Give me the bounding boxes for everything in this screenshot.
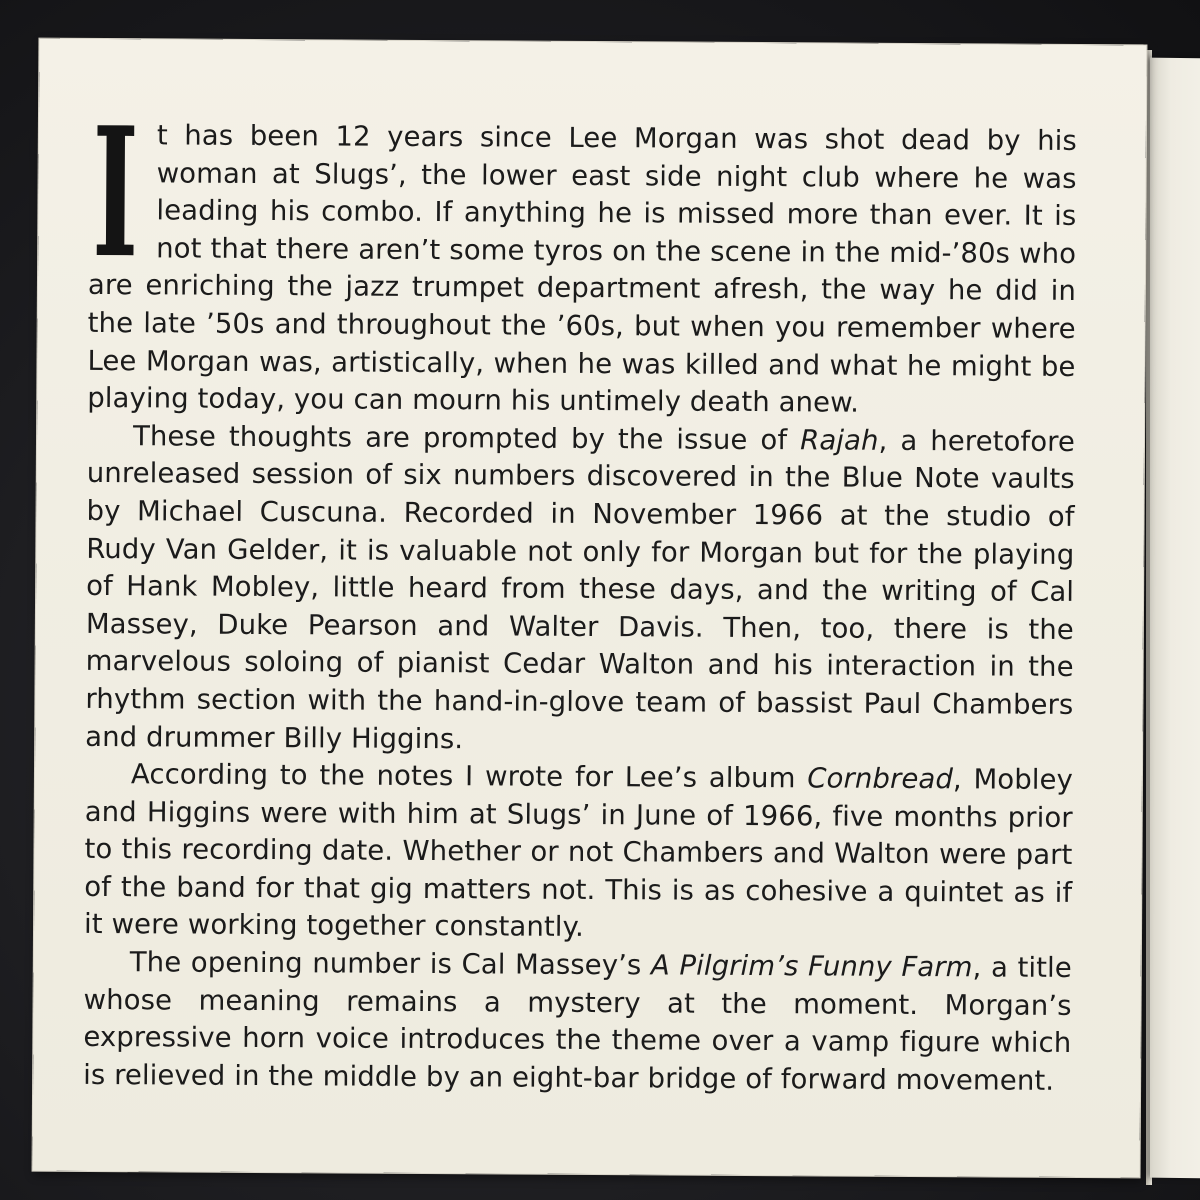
paragraph-1-text: t has been 12 years since Lee Morgan was shot dead by his woman at Slugs’, the lower east side night club where he was leading his combo. If anything he is missed more than ever. It is not that there aren’t some tyros on the scene in the mid-’80s who are enriching the jazz trumpet department afresh, the way he did in the late ’50s and throughout the ’60s, but when you remember where Lee Morgan was, artistically, when he was killed and what he might be playing today, you can mourn his untimely death anew.: [87, 119, 1077, 419]
track-title-pilgrims-funny-farm: A Pilgrim’s Funny Farm: [650, 949, 973, 984]
paragraph-2-lead: These thoughts are prompted by the issue of: [132, 419, 801, 457]
paragraph-4-text: , a title whose meaning remains a mystery at the moment. Morgan’s expressive horn voice introduces the theme over a vamp figure which is relieved in the middle by an eight-bar bridge of forward movement.: [83, 951, 1072, 1097]
album-title-cornbread: Cornbread: [807, 762, 954, 796]
album-title-rajah: Rajah: [800, 424, 879, 457]
liner-notes-text: [83, 87, 1077, 1100]
booklet-page: [33, 39, 1147, 1178]
paragraph-3-lead: According to the notes I wrote for Lee’s album: [130, 758, 808, 795]
drop-cap: I: [91, 87, 140, 298]
paragraph-1: [87, 87, 1077, 424]
booklet-facing-page: [1150, 58, 1200, 1179]
paragraph-2-text: , a heretofore unreleased session of six numbers discovered in the Blue Note vaults by Michael Cuscuna. Recorded in November 1966 at the studio of Rudy Van Gelder, it is valuable not only for Morgan but for the playing of Hank Mobley, little heard from these days, and the writing of Cal Massey, Duke Pearson and Walter Davis. Then, too, there is the marvelous soloing of pianist Cedar Walton and his interaction in the rhythm section with the hand-in-glove team of bassist Paul Chambers and drummer Billy Higgins.: [85, 424, 1076, 755]
paragraph-3-text: , Mobley and Higgins were with him at Slugs’ in June of 1966, five months prior to this recording date. Whether or not Chambers and Walton were part of the band for that gig matters not. This is as cohesive a quintet as if it were working together constantly.: [83, 763, 1074, 944]
paragraph-4-lead: The opening number is Cal Massey’s: [129, 946, 652, 982]
paragraph-4: [83, 944, 1072, 1100]
paragraph-2: [85, 418, 1075, 762]
paragraph-3: [84, 756, 1073, 950]
